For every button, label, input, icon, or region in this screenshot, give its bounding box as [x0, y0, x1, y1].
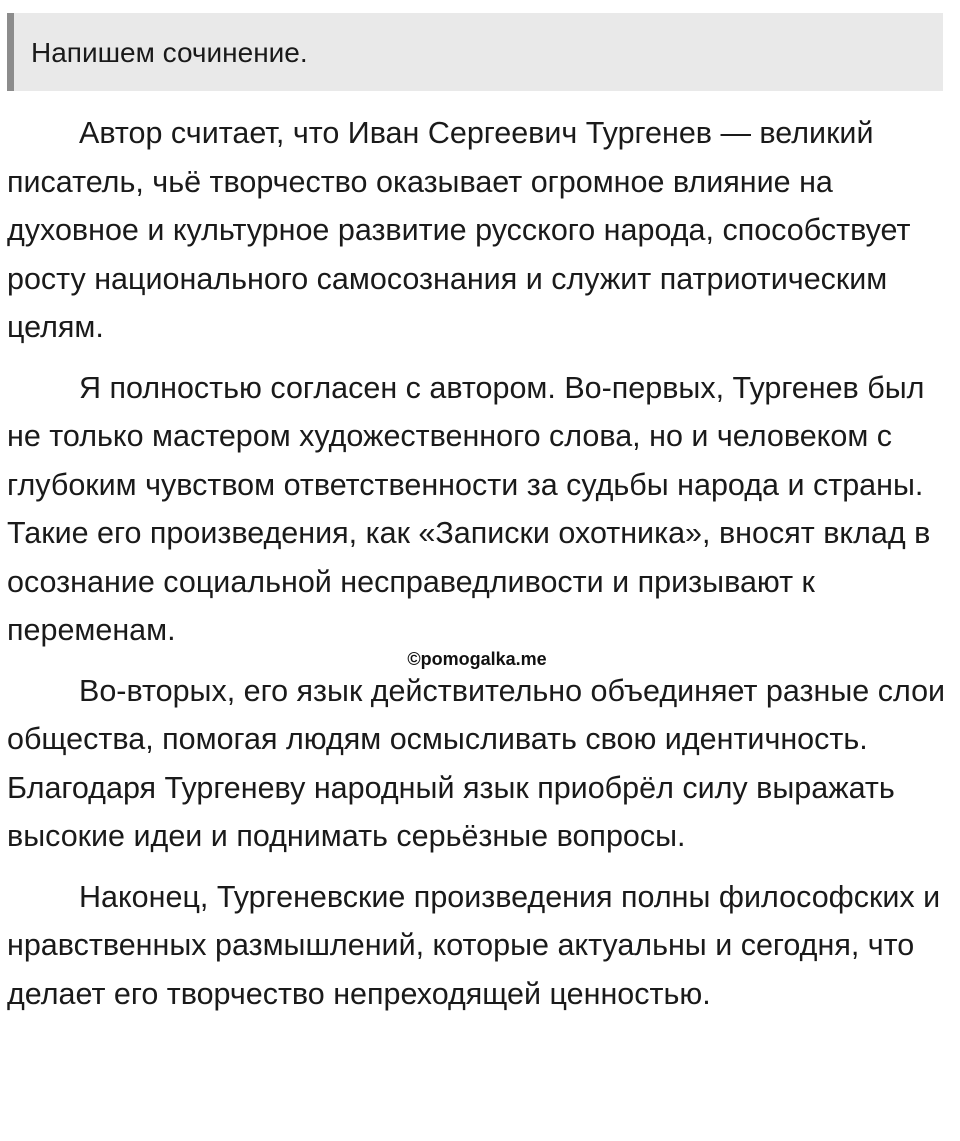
essay-paragraph-3: Во-вторых, его язык действительно объединяет разные слои общества, помогая людям осмысливать свою идентичность. Благодаря Тургеневу народный язык приобрёл силу выражать высокие идеи и поднимать серьёзные вопросы.: [7, 673, 946, 853]
essay-paragraph-1: Автор считает, что Иван Сергеевич Тургенев — великий писатель, чьё творчество оказывает огромное влияние на духовное и культурное развитие русского народа, способствует росту национального самосознания и служит патриотическим целям.: [7, 116, 911, 344]
watermark-text: ©pomogalka.me: [407, 648, 547, 669]
essay-paragraph-2: Я полностью согласен с автором. Во-первых, Тургенев был не только мастером художественного слова, но и человеком с глубоким чувством ответственности за судьбы народа и страны. Такие его произведения, как «Записки охотника», вносят вклад в осознание социальной несправедливости и призывают к переменам.: [7, 370, 931, 647]
essay-body: [7, 109, 947, 1018]
essay-paragraph-4: Наконец, Тургеневские произведения полны философских и нравственных размышлений, которые актуальны и сегодня, что делает его творчество непреходящей ценностью.: [7, 879, 941, 1011]
watermark-row: [7, 649, 947, 675]
heading-title: Напишем сочинение.: [31, 37, 308, 68]
section-heading: [7, 13, 943, 91]
